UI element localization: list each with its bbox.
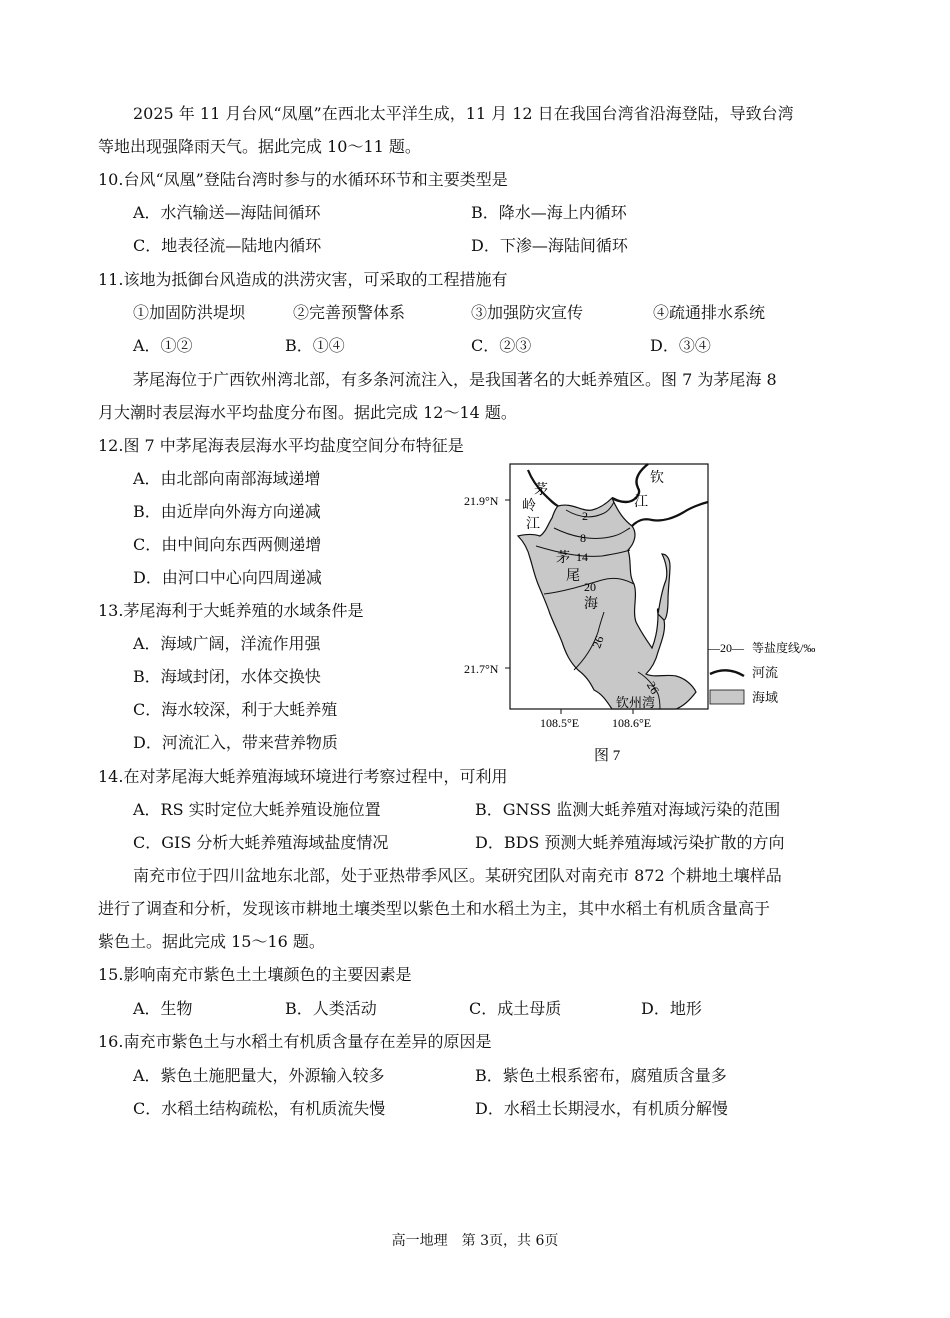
question-10-option-a: A．水汽输送—海陆间循环 [133, 203, 321, 222]
question-13-option-c: C．海水较深，利于大蚝养殖 [133, 700, 338, 719]
question-10-option-b: B．降水—海上内循环 [471, 203, 627, 222]
question-11-stem: 11.该地为抵御台风造成的洪涝灾害，可采取的工程措施有 [98, 270, 508, 289]
isoline-label-26-west: 26 [589, 633, 607, 651]
isoline-label-14: 14 [576, 550, 588, 564]
question-13-stem: 13.茅尾海利于大蚝养殖的水域条件是 [98, 601, 364, 620]
passage-nanchong-line-3: 紫色土。据此完成 15～16 题。 [98, 932, 325, 951]
sea-name-char-1: 茅 [556, 551, 570, 566]
latitude-label-top: 21.9°N [464, 494, 499, 508]
bay-name: 钦州湾 [616, 695, 656, 710]
question-14-stem: 14.在对茅尾海大蚝养殖海域环境进行考察过程中，可利用 [98, 767, 508, 786]
question-14-option-a: A．RS 实时定位大蚝养殖设施位置 [133, 800, 381, 819]
question-12-option-c: C．由中间向东西两侧递增 [133, 535, 322, 554]
question-11-option-b: B．①④ [285, 336, 345, 355]
passage-maowei-line-2: 月大潮时表层海水平均盐度分布图。据此完成 12～14 题。 [98, 403, 517, 422]
river-maoling-char-2: 岭 [522, 499, 536, 514]
sea-name-char-2: 尾 [566, 569, 580, 584]
question-13-option-a: A．海域广阔，洋流作用强 [133, 634, 321, 653]
question-10-option-c: C．地表径流—陆地内循环 [133, 236, 322, 255]
sea-name-char-3: 海 [584, 597, 598, 612]
question-12-stem: 12.图 7 中茅尾海表层海水平均盐度空间分布特征是 [98, 436, 464, 455]
question-16-stem: 16.南充市紫色土与水稻土有机质含量存在差异的原因是 [98, 1032, 492, 1051]
latitude-label-bottom: 21.7°N [464, 662, 499, 676]
legend-sea-symbol [710, 690, 744, 704]
longitude-label-left: 108.5°E [540, 716, 580, 730]
question-16-option-c: C．水稻土结构疏松，有机质流失慢 [133, 1099, 386, 1118]
question-11-item-1: ①加固防洪堤坝 [133, 303, 246, 322]
question-10-stem: 10.台风“凤凰”登陆台湾时参与的水循环环节和主要类型是 [98, 170, 508, 189]
page-footer: 高一地理 第 3页，共 6页 [391, 1233, 559, 1249]
question-16-option-d: D．水稻土长期浸水，有机质分解慢 [475, 1099, 728, 1118]
passage-typhoon-line-2: 等地出现强降雨天气。据此完成 10～11 题。 [98, 137, 421, 156]
passage-typhoon-line-1: 2025 年 11 月台风“凤凰”在西北太平洋生成，11 月 12 日在我国台湾省沿海登陆，导致台湾 [133, 104, 794, 123]
legend-sea-label: 海域 [752, 690, 779, 705]
question-16-option-b: B．紫色土根系密布，腐殖质含量多 [475, 1066, 727, 1085]
river-qinjiang-char-2: 江 [634, 495, 648, 510]
question-11-option-a: A．①② [133, 336, 193, 355]
question-14-option-d: D．BDS 预测大蚝养殖海域污染扩散的方向 [475, 833, 785, 852]
isoline-label-26-east: 26 [643, 679, 663, 697]
legend-isoline-sample: —20— [708, 641, 744, 655]
question-13-option-d: D．河流汇入，带来营养物质 [133, 733, 338, 752]
question-15-option-c: C．成土母质 [469, 999, 562, 1018]
question-16-option-a: A．紫色土施肥量大，外源输入较多 [133, 1066, 385, 1085]
question-11-item-4: ④疏通排水系统 [653, 303, 766, 322]
east-inlet-water [658, 554, 670, 620]
question-10-option-d: D．下渗—海陆间循环 [471, 236, 628, 255]
passage-maowei-line-1: 茅尾海位于广西钦州湾北部，有多条河流注入，是我国著名的大蚝养殖区。图 7 为茅尾海 8 [133, 370, 777, 389]
longitude-label-right: 108.6°E [612, 716, 652, 730]
figure-7-caption: 图 7 [594, 748, 621, 764]
question-12-option-b: B．由近岸向外海方向递减 [133, 502, 321, 521]
question-11-option-d: D．③④ [650, 336, 711, 355]
question-11-item-2: ②完善预警体系 [293, 303, 406, 322]
isoline-label-8: 8 [580, 531, 586, 545]
isoline-label-2: 2 [582, 509, 588, 523]
figure-7-salinity-map [462, 462, 842, 767]
river-qinjiang-char-1: 钦 [650, 471, 664, 486]
legend-river-symbol [710, 670, 744, 676]
question-12-option-a: A．由北部向南部海域递增 [133, 469, 321, 488]
river-maoling-char-1: 茅 [534, 483, 548, 498]
question-14-option-b: B．GNSS 监测大蚝养殖对海域污染的范围 [475, 800, 781, 819]
sea-area [518, 498, 696, 709]
question-14-option-c: C．GIS 分析大蚝养殖海域盐度情况 [133, 833, 389, 852]
legend-isoline-label: 等盐度线/‰ [752, 641, 816, 655]
question-11-item-3: ③加强防灾宣传 [471, 303, 584, 322]
river-maoling-char-3: 江 [526, 517, 540, 532]
passage-nanchong-line-2: 进行了调查和分析，发现该市耕地土壤类型以紫色土和水稻土为主，其中水稻土有机质含量高于 [98, 899, 771, 918]
question-15-stem: 15.影响南充市紫色土土壤颜色的主要因素是 [98, 965, 412, 984]
passage-nanchong-line-1: 南充市位于四川盆地东北部，处于亚热带季风区。某研究团队对南充市 872 个耕地土壤样品 [133, 866, 782, 885]
legend-river-label: 河流 [752, 665, 779, 680]
isoline-label-20: 20 [584, 580, 596, 594]
question-15-option-a: A．生物 [133, 999, 193, 1018]
question-13-option-b: B．海域封闭，水体交换快 [133, 667, 321, 686]
question-12-option-d: D．由河口中心向四周递减 [133, 568, 322, 587]
question-15-option-b: B．人类活动 [285, 999, 377, 1018]
question-15-option-d: D．地形 [641, 999, 702, 1018]
question-11-option-c: C．②③ [471, 336, 532, 355]
